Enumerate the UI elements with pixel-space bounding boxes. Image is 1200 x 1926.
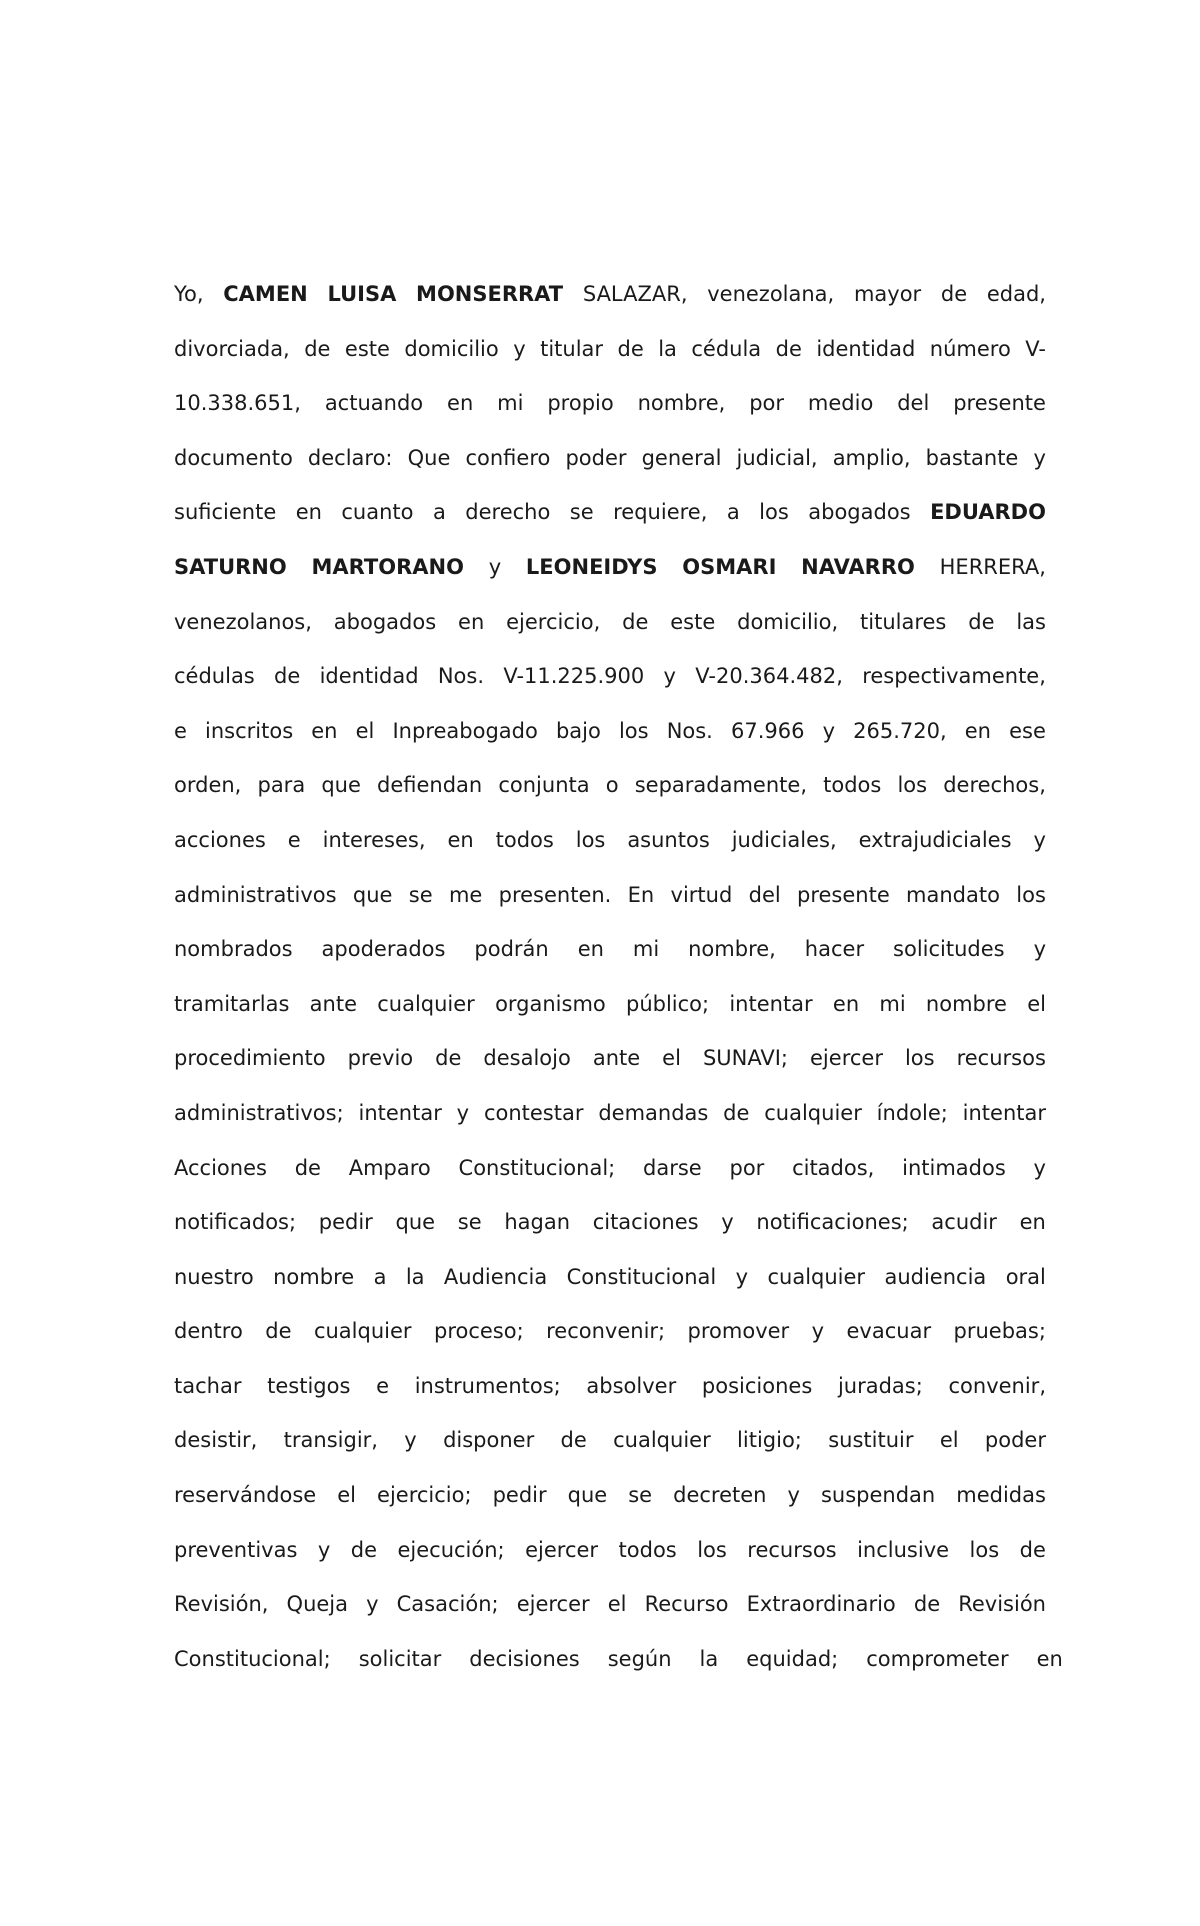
document-line <box>174 1255 1046 1310</box>
word: ante <box>592 1046 641 1071</box>
word: tachar <box>174 1373 242 1398</box>
word: titulares <box>860 609 947 634</box>
document-line <box>174 709 1046 764</box>
word: los <box>697 1537 727 1562</box>
document-line <box>174 1364 1046 1419</box>
word: identidad <box>319 664 419 689</box>
word: la <box>405 1264 425 1289</box>
word: de <box>294 1155 321 1180</box>
word: pruebas; <box>953 1319 1046 1344</box>
word: testigos <box>267 1373 351 1398</box>
word: a <box>726 500 740 525</box>
word: de <box>913 1592 941 1617</box>
word: dentro <box>174 1319 243 1344</box>
word: las <box>1016 609 1046 634</box>
word: nombrados <box>174 937 293 962</box>
word: , <box>680 282 688 306</box>
word: evacuar <box>846 1319 932 1344</box>
word: de <box>350 1537 378 1562</box>
word: de <box>617 336 644 361</box>
bold-word: CAMEN <box>223 282 308 306</box>
word: y <box>811 1319 825 1344</box>
word: ejecución; <box>397 1537 505 1562</box>
word-group <box>583 272 688 316</box>
bold-word: LEONEIDYS <box>525 554 658 579</box>
document-line <box>174 1473 1046 1528</box>
word: mayor <box>853 282 922 306</box>
word: a <box>373 1264 387 1289</box>
document-line <box>174 600 1046 655</box>
word: defiendan <box>377 773 483 798</box>
word: general <box>641 445 722 470</box>
word: en <box>1019 1210 1046 1235</box>
document-line <box>174 982 1046 1037</box>
word: la <box>699 1646 719 1671</box>
word: citaciones <box>592 1210 699 1235</box>
word: 67.966 <box>730 718 805 743</box>
word: virtud <box>670 882 733 907</box>
word: reconvenir; <box>546 1319 666 1344</box>
word: recursos <box>747 1537 837 1562</box>
word: procedimiento <box>174 1046 326 1071</box>
word: se <box>408 882 433 907</box>
word: todos <box>618 1537 677 1562</box>
word: ejercer <box>525 1537 599 1562</box>
word: ejercicio, <box>506 609 601 634</box>
word: solicitudes <box>893 937 1005 962</box>
word: notificados; <box>174 1210 297 1235</box>
word-group <box>940 545 1046 589</box>
word: venezolana, <box>707 282 835 306</box>
word: que <box>567 1483 608 1508</box>
word: domicilio, <box>737 609 839 634</box>
word: previo <box>347 1046 414 1071</box>
word: Inpreabogado <box>392 718 538 743</box>
word: demandas <box>598 1100 709 1125</box>
document-line <box>174 1637 1063 1692</box>
word: contestar <box>483 1100 584 1125</box>
word: de <box>265 1319 292 1344</box>
word: intentar <box>358 1100 442 1125</box>
word: nombre <box>273 1264 355 1289</box>
word: ejercicio; <box>377 1483 472 1508</box>
word: apoderados <box>321 937 446 962</box>
word: sustituir <box>828 1428 914 1453</box>
bold-word: NAVARRO <box>801 554 915 579</box>
document-line <box>174 1200 1046 1255</box>
word: los <box>1016 882 1046 907</box>
word: acudir <box>931 1210 997 1235</box>
document-body <box>174 272 1063 1691</box>
word: suficiente <box>174 500 277 525</box>
word: bajo <box>555 718 601 743</box>
word: Queja <box>286 1592 349 1617</box>
word: derechos, <box>943 773 1046 798</box>
word: venezolanos, <box>174 609 312 634</box>
word: separadamente, <box>634 773 807 798</box>
word: y <box>663 664 676 689</box>
word: documento <box>174 445 293 470</box>
word: se <box>569 500 594 525</box>
word: de <box>1019 1537 1046 1562</box>
word: el <box>1027 991 1046 1016</box>
word: hacer <box>804 937 865 962</box>
word: de <box>723 1100 750 1125</box>
word: de <box>775 336 802 361</box>
word: preventivas <box>174 1537 298 1562</box>
word: administrativos; <box>174 1100 344 1125</box>
word: este <box>670 609 716 634</box>
word: en <box>577 937 604 962</box>
word: se <box>457 1210 482 1235</box>
word: confiero <box>465 445 551 470</box>
word: los <box>969 1537 1000 1562</box>
word: citados, <box>792 1155 875 1180</box>
word: se <box>628 1483 653 1508</box>
word: asuntos <box>627 827 710 852</box>
word: Constitucional; <box>458 1155 616 1180</box>
word: Constitucional <box>566 1264 717 1289</box>
word: identidad <box>816 336 916 361</box>
word: nombre <box>925 991 1007 1016</box>
word: para <box>257 773 306 798</box>
word: este <box>344 336 390 361</box>
word: en <box>311 718 338 743</box>
word: orden, <box>174 773 242 798</box>
word: y <box>404 1428 417 1453</box>
word: de <box>435 1046 462 1071</box>
word: cualquier <box>313 1319 412 1344</box>
document-line <box>174 1418 1046 1473</box>
word: y <box>513 336 526 361</box>
word: la <box>658 336 677 361</box>
document-line <box>174 818 1046 873</box>
word: posiciones <box>701 1373 813 1398</box>
word: cualquier <box>767 1264 866 1289</box>
word: podrán <box>474 937 549 962</box>
word: e <box>174 718 187 743</box>
word: índole; <box>876 1100 948 1125</box>
document-line <box>174 490 1046 545</box>
word: notificaciones; <box>756 1210 909 1235</box>
word: los <box>575 827 606 852</box>
word: de <box>274 664 301 689</box>
word: medio <box>807 391 874 416</box>
word: público; <box>626 991 710 1016</box>
word: convenir, <box>948 1373 1046 1398</box>
document-line <box>174 1528 1046 1583</box>
word: que <box>352 882 393 907</box>
word: mi <box>497 391 524 416</box>
word: reservándose <box>174 1483 317 1508</box>
word: y <box>317 1537 331 1562</box>
word: cualquier <box>377 991 475 1016</box>
word: y <box>787 1483 800 1508</box>
word: en <box>447 827 474 852</box>
word: judicial, <box>736 445 818 470</box>
word: instrumentos; <box>414 1373 561 1398</box>
word: y <box>1033 827 1046 852</box>
word: extrajudiciales <box>858 827 1012 852</box>
word: ante <box>309 991 357 1016</box>
word: organismo <box>495 991 606 1016</box>
word: Que <box>407 445 451 470</box>
word: el <box>662 1046 681 1071</box>
word: tramitarlas <box>174 991 290 1016</box>
word: desalojo <box>483 1046 571 1071</box>
word: que <box>321 773 361 798</box>
word: decisiones <box>469 1646 580 1671</box>
word: inclusive <box>857 1537 950 1562</box>
word: el <box>355 718 375 743</box>
word: cédula <box>691 336 762 361</box>
document-line <box>174 873 1046 928</box>
word: Yo, <box>174 282 204 306</box>
word: administrativos <box>174 882 337 907</box>
bold-word: EDUARDO <box>930 500 1046 525</box>
word: recursos <box>956 1046 1046 1071</box>
word: del <box>748 882 781 907</box>
word: domicilio <box>404 336 499 361</box>
word: Revisión <box>958 1592 1046 1617</box>
word: promover <box>687 1319 790 1344</box>
word: los <box>904 1046 935 1071</box>
word: Amparo <box>348 1155 431 1180</box>
word: juradas; <box>837 1373 923 1398</box>
word: e <box>376 1373 390 1398</box>
word: por <box>749 391 785 416</box>
document-line <box>174 1582 1046 1637</box>
word: declaro: <box>307 445 393 470</box>
word: Audiencia <box>443 1264 548 1289</box>
word: suspendan <box>820 1483 936 1508</box>
word: del <box>897 391 930 416</box>
word: de <box>940 282 968 306</box>
document-line <box>174 927 1046 982</box>
word: y <box>721 1210 734 1235</box>
word: y <box>735 1264 749 1289</box>
word: de <box>304 336 331 361</box>
word: Acciones <box>174 1155 267 1180</box>
word: amplio, <box>832 445 911 470</box>
document-line <box>174 545 1046 600</box>
word: en <box>458 609 485 634</box>
word: conjunta <box>498 773 590 798</box>
bold-word: SALAZAR <box>582 282 681 306</box>
word: audiencia <box>884 1264 987 1289</box>
word: el <box>337 1483 357 1508</box>
word: y <box>1033 445 1046 470</box>
word: cédulas <box>174 664 255 689</box>
word: y <box>456 1100 470 1125</box>
document-line <box>174 654 1046 709</box>
word: de <box>968 609 995 634</box>
word: en <box>295 500 322 525</box>
word: hagan <box>504 1210 570 1235</box>
word: mi <box>632 937 660 962</box>
word: los <box>897 773 928 798</box>
word: Revisión, <box>174 1592 269 1617</box>
word: nombre, <box>637 391 726 416</box>
word: V- <box>1025 336 1046 361</box>
word: disponer <box>443 1428 535 1453</box>
word: Recurso <box>644 1592 729 1617</box>
word: y <box>822 718 836 743</box>
word: abogados <box>808 500 911 525</box>
word: e <box>287 827 301 852</box>
word: mandato <box>906 882 1000 907</box>
word: poder <box>565 445 627 470</box>
word: los <box>618 718 649 743</box>
document-line <box>174 763 1046 818</box>
word: oral <box>1005 1264 1046 1289</box>
bold-word: MARTORANO <box>311 554 464 579</box>
word: y <box>366 1592 379 1617</box>
document-line <box>174 1091 1046 1146</box>
word: litigio; <box>737 1428 802 1453</box>
bold-word: OSMARI <box>682 554 777 579</box>
word: todos <box>823 773 882 798</box>
word: Constitucional; <box>174 1646 331 1671</box>
word: Casación; <box>396 1592 499 1617</box>
word: presente <box>953 391 1046 416</box>
document-line <box>174 381 1046 436</box>
word: Nos. <box>437 664 485 689</box>
word: V-11.225.900 <box>503 664 645 689</box>
document-line <box>174 272 1046 327</box>
word: poder <box>984 1428 1046 1453</box>
word: inscritos <box>205 718 294 743</box>
word: V-20.364.482, <box>695 664 843 689</box>
word: nuestro <box>174 1264 254 1289</box>
word: 265.720, <box>853 718 947 743</box>
word: y <box>1033 1155 1046 1180</box>
word: pedir <box>318 1210 373 1235</box>
word: a <box>432 500 446 525</box>
bold-word: SATURNO <box>174 554 287 579</box>
word: el <box>939 1428 959 1453</box>
word: según <box>607 1646 672 1671</box>
bold-word: HERRERA <box>939 554 1040 579</box>
word: número <box>929 336 1011 361</box>
word: intimados <box>902 1155 1006 1180</box>
word: y <box>1033 937 1046 962</box>
word: proceso; <box>433 1319 524 1344</box>
word: judiciales, <box>731 827 837 852</box>
word: actuando <box>324 391 424 416</box>
word: ese <box>1009 718 1046 743</box>
word: los <box>759 500 789 525</box>
word: desistir, <box>174 1428 258 1453</box>
word: edad, <box>986 282 1046 306</box>
document-line <box>174 1309 1046 1364</box>
word: nombre, <box>688 937 776 962</box>
word: ejercer <box>516 1592 590 1617</box>
word: comprometer <box>866 1646 1009 1671</box>
word: o <box>605 773 619 798</box>
word: bastante <box>925 445 1019 470</box>
document-line <box>174 1146 1046 1201</box>
word: equidad; <box>746 1646 839 1671</box>
word: todos <box>495 827 554 852</box>
word: solicitar <box>358 1646 442 1671</box>
word: en <box>1036 1646 1063 1671</box>
word: divorciada, <box>174 336 290 361</box>
bold-word: MONSERRAT <box>416 282 564 306</box>
word: transigir, <box>283 1428 378 1453</box>
bold-word: LUISA <box>327 282 397 306</box>
word: darse <box>643 1155 702 1180</box>
word: requiere, <box>613 500 708 525</box>
document-line <box>174 327 1046 382</box>
word: intentar <box>962 1100 1046 1125</box>
word: cualquier <box>613 1428 711 1453</box>
word: titular <box>540 336 604 361</box>
word: absolver <box>586 1373 677 1398</box>
word: 10.338.651, <box>174 391 301 416</box>
word: acciones <box>174 827 266 852</box>
word: pedir <box>492 1483 547 1508</box>
word: , <box>1039 554 1046 579</box>
word: intereses, <box>322 827 426 852</box>
word: en <box>447 391 474 416</box>
word: el <box>607 1592 627 1617</box>
word: medidas <box>956 1483 1046 1508</box>
word: En <box>627 882 655 907</box>
word: respectivamente, <box>862 664 1046 689</box>
word: presenten. <box>498 882 612 907</box>
word: por <box>729 1155 765 1180</box>
word: de <box>622 609 649 634</box>
word: mi <box>879 991 906 1016</box>
word: derecho <box>465 500 551 525</box>
word: en <box>832 991 860 1016</box>
word: y <box>488 554 502 579</box>
word: de <box>560 1428 587 1453</box>
word: ejercer <box>810 1046 883 1071</box>
word: propio <box>547 391 614 416</box>
word: Nos. <box>666 718 713 743</box>
word: Extraordinario <box>746 1592 896 1617</box>
document-line <box>174 1036 1046 1091</box>
word: en <box>964 718 991 743</box>
word: intentar <box>729 991 813 1016</box>
word: abogados <box>333 609 437 634</box>
document-line <box>174 436 1046 491</box>
word: cuanto <box>341 500 414 525</box>
word: que <box>395 1210 436 1235</box>
word: decreten <box>673 1483 767 1508</box>
word: cualquier <box>764 1100 862 1125</box>
word: presente <box>797 882 890 907</box>
word: me <box>448 882 483 907</box>
word: SUNAVI; <box>702 1046 789 1071</box>
